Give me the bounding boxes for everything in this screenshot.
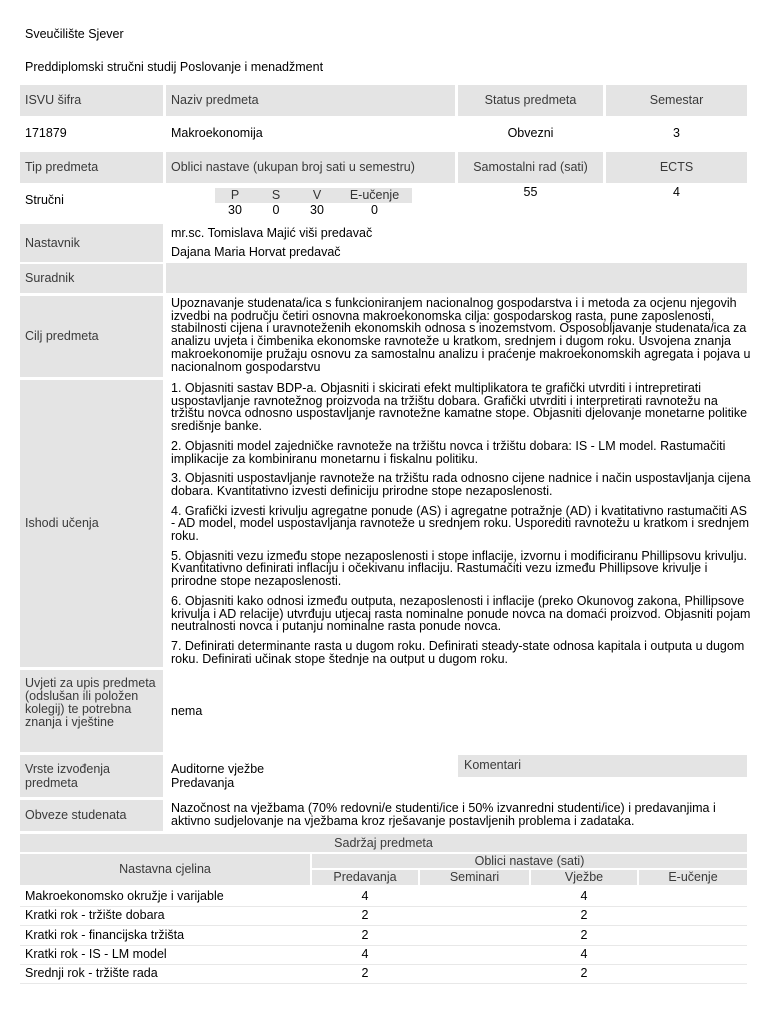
table-row-p: 4 bbox=[361, 889, 369, 903]
row-divider bbox=[20, 945, 747, 946]
isvu-code: 171879 bbox=[25, 126, 67, 140]
outcome-2: 2. Objasniti model zajedničke ravnoteže na tržištu novca i tržištu dobara: IS - LM model. Rastumačiti implikacije za kombiniranu monetarnu i fiskalnu politiku. bbox=[171, 438, 726, 466]
table-row-p: 2 bbox=[361, 966, 369, 980]
outcomes-list bbox=[171, 382, 751, 672]
associate-label: Suradnik bbox=[20, 264, 163, 293]
prerequisites-value: nema bbox=[171, 703, 203, 718]
table-row-unit: Makroekonomsko okružje i varijable bbox=[25, 889, 224, 903]
course-name-label: Naziv predmeta bbox=[166, 85, 455, 116]
course-goal: Upoznavanje studenata/ica s funkcioniranjem nacionalnog gospodarstva i i metoda za ocjenu njegovih izvedbi na području četiri osnovna makroekonomska cilja: gospodarskog rasta, pune zaposlenosti, stabilnosti cijena i uravnoteženih ekonomskih odnosa s inozemstvom. Osposobljavanje studenata/ica za analizu uvjeta i čimbenika ekonomske ravnoteže u kratkom, srednjem i dugom roku. Usvojena znanja makroekonomije pružaju osnovu za samostalnu analizu i praćenje makroekonomskih agregata i pojava u nacionalnom gospodarstvu bbox=[171, 296, 751, 374]
table-row-v: 4 bbox=[580, 947, 588, 961]
course-semester: 3 bbox=[673, 126, 680, 140]
col-eucenje: E-učenje bbox=[639, 870, 747, 885]
status-label: Status predmeta bbox=[458, 85, 603, 116]
forms-header: Oblici nastave (sati) bbox=[312, 854, 747, 868]
table-row-v: 2 bbox=[580, 966, 588, 980]
col-predavanja: Predavanja bbox=[312, 870, 418, 885]
table-row-v: 2 bbox=[580, 908, 588, 922]
table-row-v: 2 bbox=[580, 928, 588, 942]
course-type: Stručni bbox=[25, 192, 64, 207]
obligations-label: Obveze studenata bbox=[20, 800, 163, 831]
hours-header-v: V bbox=[297, 188, 337, 203]
teacher-1: mr.sc. Tomislava Majić viši predavač bbox=[171, 226, 373, 240]
row-divider bbox=[20, 983, 747, 984]
outcome-1: 1. Objasniti sastav BDP-a. Objasniti i skicirati efekt multiplikatora te grafički utvrditi i intrepretirati uspostavljanje ravnotežnog proizvoda na tržištu dobara. Grafički utvrditi i interpretirati ravnotežu na tržištu novca odnosno uspostavljanje ravnotežne kamatne stope. Objasniti djelovanje monetarne politike središnje banke. bbox=[171, 381, 748, 434]
table-row-p: 2 bbox=[361, 908, 369, 922]
unit-header: Nastavna cjelina bbox=[20, 854, 310, 885]
course-status: Obvezni bbox=[507, 126, 554, 140]
outcome-5: 5. Objasniti vezu između stope nezaposlenosti i stope inflacije, izvornu i modificiranu Phillipsovu krivulju. Kvantitativno definirati inflaciju i očekivanu inflaciju. Rastumačiti vezu između Phillipsove krivulje i prirodne stope nezaposlenosti. bbox=[171, 548, 747, 589]
university-name: Sveučilište Sjever bbox=[25, 27, 124, 41]
course-type-label: Tip predmeta bbox=[20, 152, 163, 183]
teaching-types-label: Vrste izvođenja predmeta bbox=[20, 755, 163, 797]
independent-work-label: Samostalni rad (sati) bbox=[458, 152, 603, 183]
study-program: Preddiplomski stručni studij Poslovanje i menadžment bbox=[25, 60, 324, 74]
comments-label: Komentari bbox=[458, 755, 747, 777]
col-seminari: Seminari bbox=[420, 870, 529, 885]
table-row-v: 4 bbox=[580, 889, 588, 903]
table-row-unit: Srednji rok - tržište rada bbox=[25, 966, 158, 980]
table-row-unit: Kratki rok - tržište dobara bbox=[25, 908, 165, 922]
hours-value-v: 30 bbox=[310, 203, 324, 217]
hours-value-e: 0 bbox=[371, 203, 378, 217]
outcome-6: 6. Objasniti kako odnosi između outputa, nezaposlenosti i inflacije (preko Okunovog zakona, Phillipsove krivulja i AD relacije) utvrđuju utjecaj rasta nominalne ponude novca na domaći proizvod. Objasniti pojam neutralnosti novca i putanju nominalne rasta ponude novca. bbox=[171, 593, 751, 634]
row-divider bbox=[20, 906, 747, 907]
row-divider bbox=[20, 925, 747, 926]
outcome-7: 7. Definirati determinante rasta u dugom roku. Definirati steady-state odnosa kapitala i outputa u dugom roku. Definirati učinak stope štednje na output u dugom roku. bbox=[171, 638, 745, 666]
table-row-p: 2 bbox=[361, 928, 369, 942]
course-ects: 4 bbox=[673, 185, 680, 199]
outcome-4: 4. Grafički izvesti krivulju agregatne ponude (AS) i agregatne potražnje (AD) i kvatitativno rastumačiti AS - AD model, model uspostavljanja ravnoteže u srednjem roku. Usporediti ravnotežu u kratkom i srednjem roku. bbox=[171, 503, 750, 544]
teaching-forms-label: Oblici nastave (ukupan broj sati u semestru) bbox=[166, 152, 455, 183]
teacher-label: Nastavnik bbox=[20, 224, 163, 262]
prerequisites-label: Uvjeti za upis predmeta (odslušan ili položen kolegij) te potrebna znanja i vještine bbox=[20, 670, 163, 752]
teaching-type-1: Auditorne vježbe bbox=[171, 762, 265, 776]
hours-table bbox=[215, 188, 412, 218]
table-row-unit: Kratki rok - IS - LM model bbox=[25, 947, 167, 961]
col-vjezbe: Vježbe bbox=[531, 870, 637, 885]
course-name: Makroekonomija bbox=[171, 126, 263, 140]
semester-label: Semestar bbox=[606, 85, 747, 116]
outcome-3: 3. Objasniti uspostavljanje ravnoteže na tržištu rada odnosno cijene nadnice i način uspostavljanja cijena dobara. Kvantitativno izvesti definiciju prirodne stope nezaposlenosti. bbox=[171, 471, 751, 498]
ects-label: ECTS bbox=[606, 152, 747, 183]
isvu-label: ISVU šifra bbox=[20, 85, 163, 116]
independent-hours: 55 bbox=[523, 185, 538, 199]
outcomes-label: Ishodi učenja bbox=[20, 380, 163, 667]
obligations-value: Nazočnost na vježbama (70% redovni/e studenti/ice i 50% izvanredni studenti/ice) i predavanjima i aktivno sudjelovanje na vježbama kroz rješavanje postavljenih problema i zadataka. bbox=[171, 801, 716, 828]
hours-header-p: P bbox=[215, 188, 255, 203]
teaching-type-2: Predavanja bbox=[171, 776, 235, 790]
content-title: Sadržaj predmeta bbox=[20, 834, 747, 852]
table-row-unit: Kratki rok - financijska tržišta bbox=[25, 928, 185, 942]
hours-header-s: S bbox=[255, 188, 297, 203]
associate-value-cell bbox=[166, 263, 747, 293]
hours-value-s: 0 bbox=[272, 203, 280, 217]
hours-value-p: 30 bbox=[228, 203, 242, 217]
hours-header-e: E-učenje bbox=[337, 188, 412, 203]
teacher-2: Dajana Maria Horvat predavač bbox=[171, 245, 341, 259]
goal-label: Cilj predmeta bbox=[20, 296, 163, 377]
row-divider bbox=[20, 964, 747, 965]
table-row-p: 4 bbox=[361, 947, 369, 961]
